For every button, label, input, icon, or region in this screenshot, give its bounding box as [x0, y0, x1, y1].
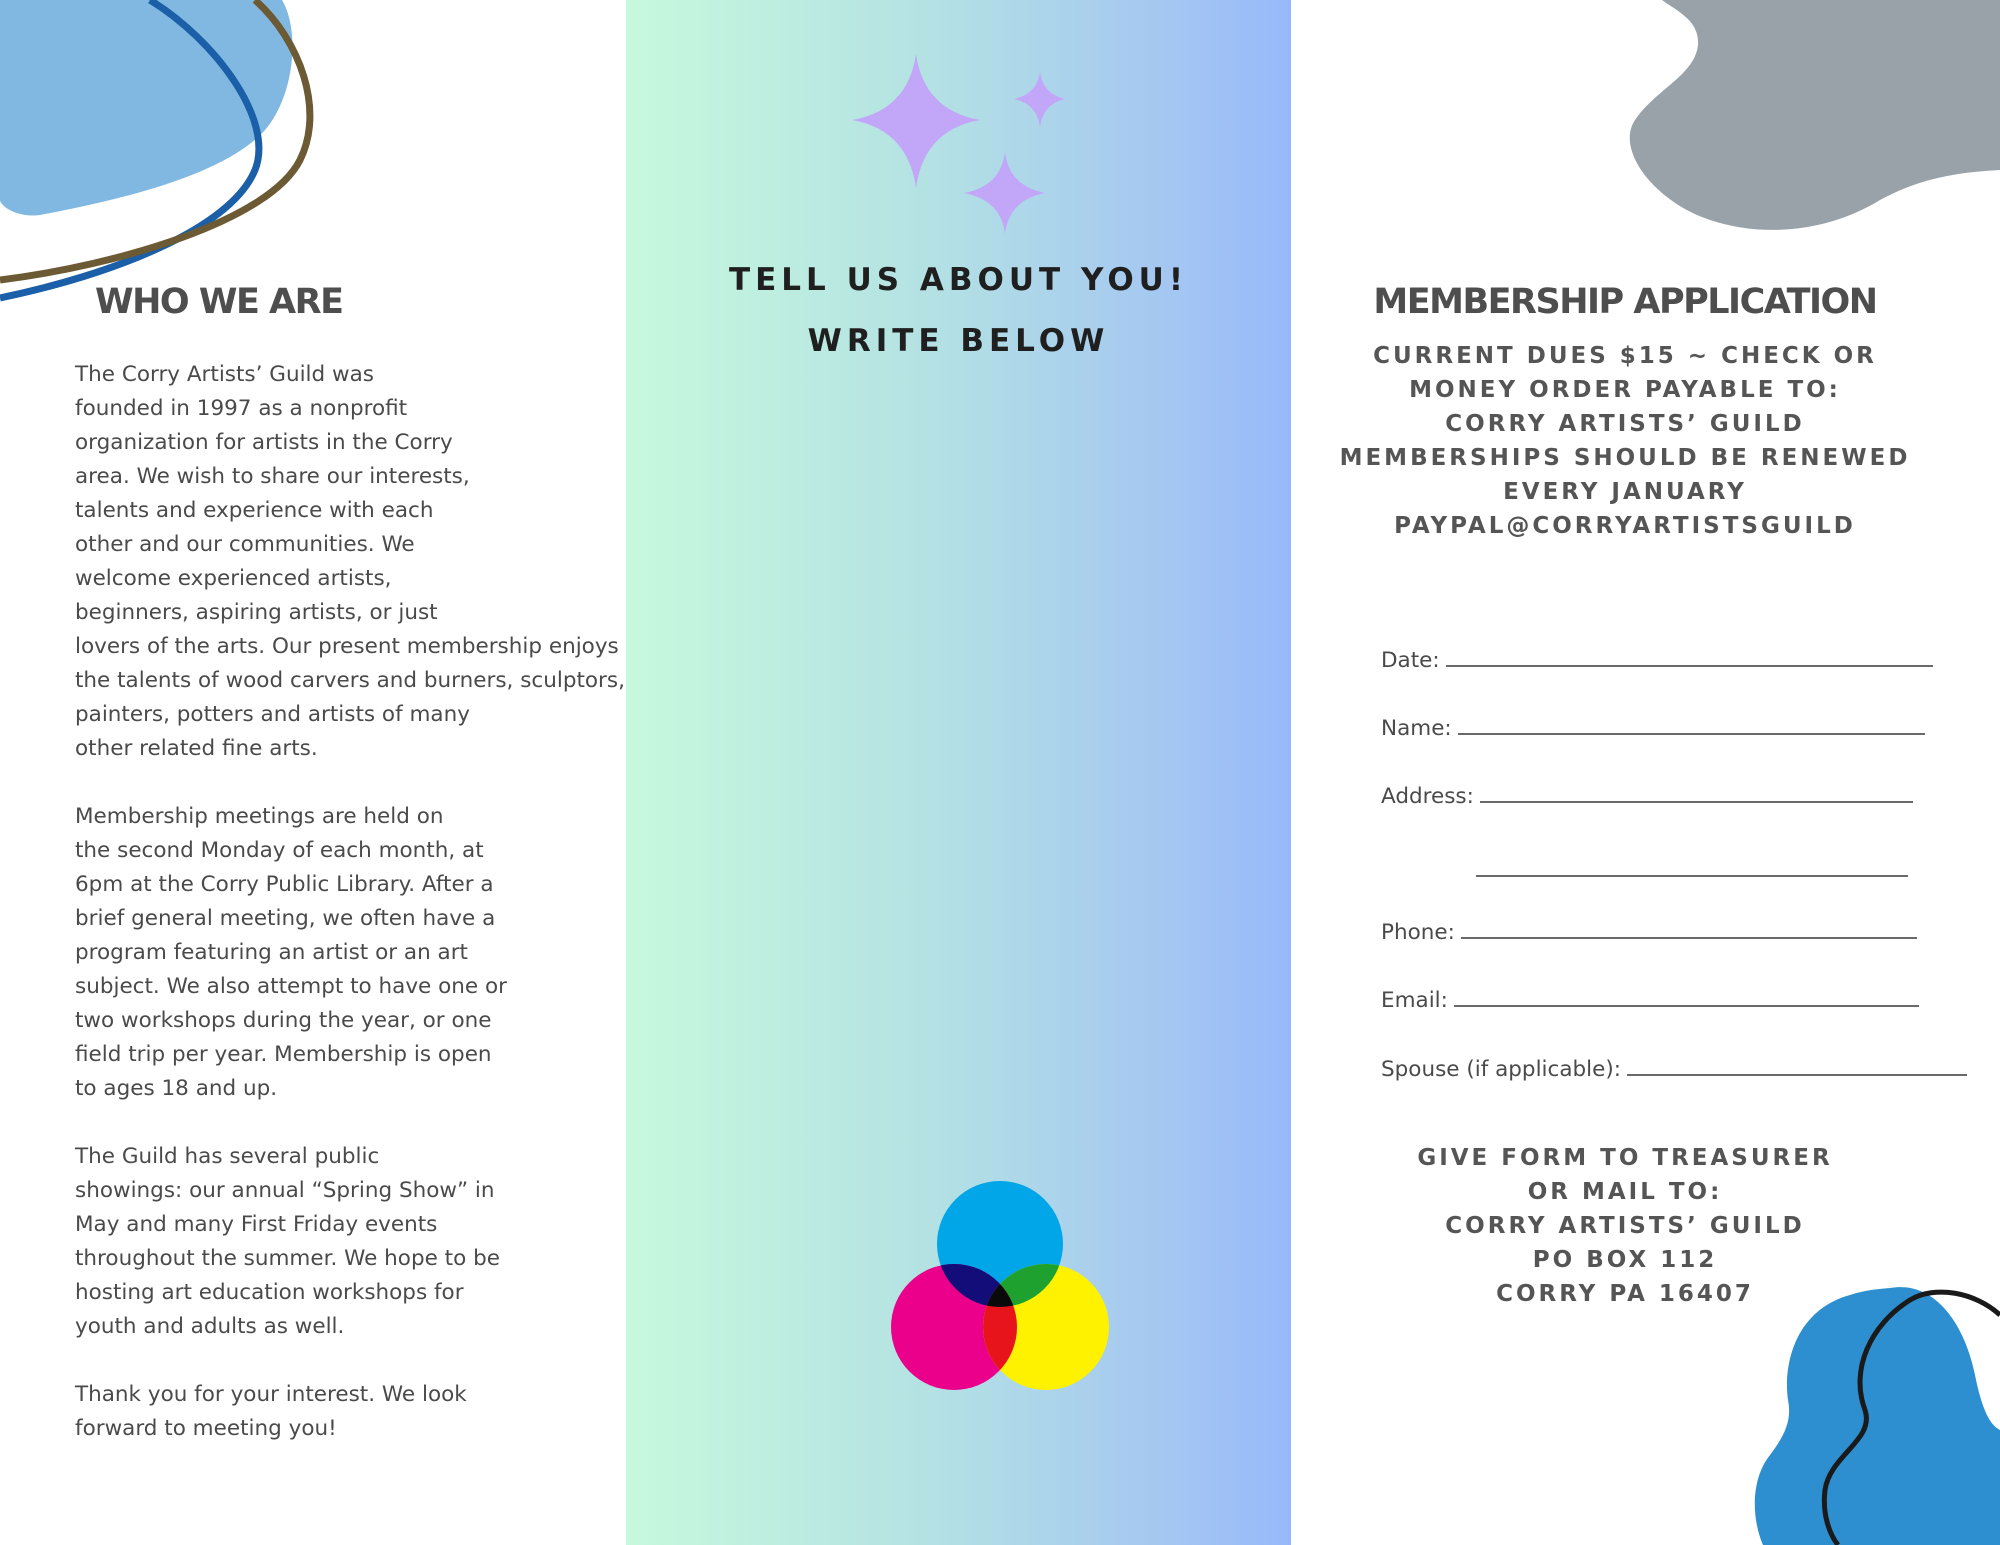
text-line: The Guild has several public [75, 1144, 380, 1169]
top-right-gray-blob [1620, 0, 2000, 235]
text-line: welcome experienced artists, [75, 566, 392, 591]
text-line: two workshops during the year, or one [75, 1008, 492, 1033]
dues-line: MONEY ORDER PAYABLE TO: [1409, 377, 1841, 403]
dues-line: CURRENT DUES $15 ~ CHECK OR [1373, 343, 1877, 369]
mail-line: PO BOX 112 [1532, 1247, 1718, 1273]
email-field[interactable] [1381, 988, 1919, 1013]
about-paragraph-2 [75, 800, 623, 1106]
date-blank-line[interactable] [1446, 665, 1933, 667]
phone-label: Phone: [1381, 920, 1455, 945]
text-line: lovers of the arts. Our present membership enjoys [75, 634, 619, 659]
text-line: other related fine arts. [75, 736, 318, 761]
text-line: Membership meetings are held on [75, 804, 444, 829]
text-line: youth and adults as well. [75, 1314, 345, 1339]
large-sparkle [852, 54, 980, 188]
name-field[interactable] [1381, 716, 1925, 741]
text-line: to ages 18 and up. [75, 1076, 278, 1101]
membership-application-heading: MEMBERSHIP APPLICATION [1373, 282, 1877, 322]
address-label: Address: [1381, 784, 1474, 809]
text-line: 6pm at the Corry Public Library. After a [75, 872, 494, 897]
text-line: forward to meeting you! [75, 1416, 337, 1441]
blue-blob-shape [1755, 1287, 2000, 1545]
who-we-are-body [75, 358, 623, 1480]
text-line: talents and experience with each [75, 498, 434, 523]
date-field[interactable] [1381, 648, 1933, 673]
address-blank-line[interactable] [1480, 801, 1913, 803]
dues-line: PAYPAL@CORRYARTISTSGUILD [1394, 513, 1856, 539]
spouse-field[interactable] [1381, 1057, 1967, 1082]
mail-line: CORRY PA 16407 [1496, 1281, 1754, 1307]
mail-line: CORRY ARTISTS’ GUILD [1445, 1213, 1805, 1239]
email-blank-line[interactable] [1454, 1005, 1919, 1007]
text-line: beginners, aspiring artists, or just [75, 600, 438, 625]
text-line: the talents of wood carvers and burners, sculptors, [75, 668, 625, 693]
dues-line: CORRY ARTISTS’ GUILD [1445, 411, 1805, 437]
about-paragraph-1 [75, 358, 623, 766]
text-line: showings: our annual “Spring Show” in [75, 1178, 495, 1203]
spouse-blank-line[interactable] [1627, 1074, 1967, 1076]
name-label: Name: [1381, 716, 1452, 741]
text-line: program featuring an artist or an art [75, 940, 468, 965]
name-blank-line[interactable] [1458, 733, 1925, 735]
write-below-heading: WRITE BELOW [807, 323, 1110, 359]
medium-sparkle [964, 152, 1045, 234]
date-label: Date: [1381, 648, 1440, 673]
address-line-2-blank[interactable] [1476, 875, 1908, 877]
text-line: founded in 1997 as a nonprofit [75, 396, 408, 421]
bottom-right-blue-blob [1750, 1280, 2000, 1545]
sparkles-icon [850, 50, 1070, 240]
text-line: The Corry Artists’ Guild was [75, 362, 374, 387]
text-line: other and our communities. We [75, 532, 415, 557]
about-paragraph-4 [75, 1378, 623, 1446]
cmyk-venn-icon [885, 1178, 1115, 1393]
text-line: brief general meeting, we often have a [75, 906, 496, 931]
mail-line: OR MAIL TO: [1527, 1179, 1723, 1205]
email-label: Email: [1381, 988, 1448, 1013]
text-line: Thank you for your interest. We look [75, 1382, 467, 1407]
text-line: throughout the summer. We hope to be [75, 1246, 500, 1271]
text-line: field trip per year. Membership is open [75, 1042, 492, 1067]
dues-line: EVERY JANUARY [1503, 479, 1747, 505]
who-we-are-heading: WHO WE ARE [95, 282, 343, 322]
top-left-blob-decoration [0, 0, 330, 310]
spouse-label: Spouse (if applicable): [1381, 1057, 1621, 1082]
text-line: the second Monday of each month, at [75, 838, 484, 863]
text-line: painters, potters and artists of many [75, 702, 470, 727]
dues-line: MEMBERSHIPS SHOULD BE RENEWED [1339, 445, 1911, 471]
text-line: May and many First Friday events [75, 1212, 438, 1237]
mail-line: GIVE FORM TO TREASURER [1417, 1145, 1833, 1171]
about-paragraph-3 [75, 1140, 623, 1344]
dues-info [1249, 339, 2000, 543]
tell-us-heading: TELL US ABOUT YOU! [728, 262, 1188, 298]
text-line: hosting art education workshops for [75, 1280, 464, 1305]
small-sparkle [1014, 72, 1065, 127]
address-field[interactable] [1381, 784, 1913, 809]
phone-field[interactable] [1381, 920, 1917, 945]
text-line: area. We wish to share our interests, [75, 464, 470, 489]
phone-blank-line[interactable] [1461, 937, 1917, 939]
text-line: subject. We also attempt to have one or [75, 974, 507, 999]
text-line: organization for artists in the Corry [75, 430, 453, 455]
